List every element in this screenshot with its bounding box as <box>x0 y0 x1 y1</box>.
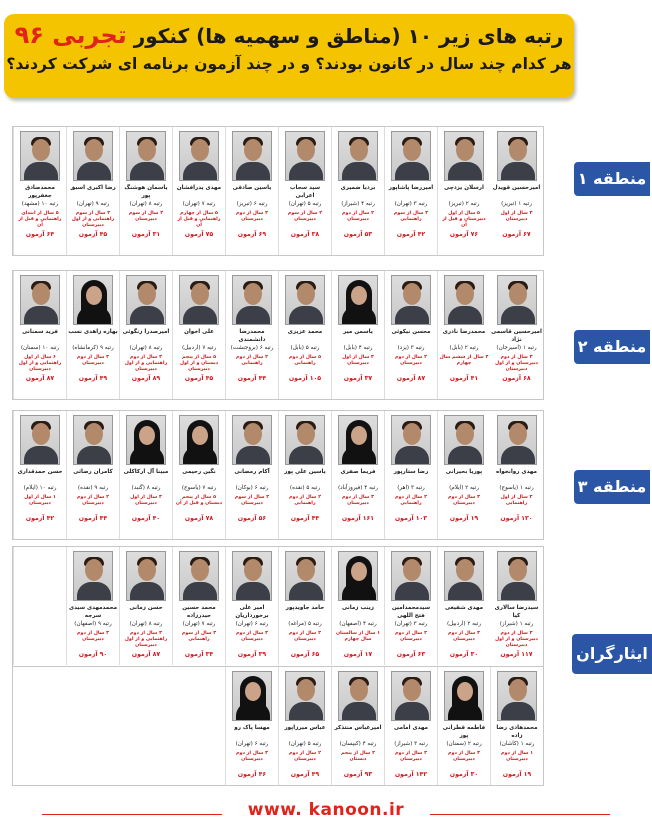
student-exams: ۱۶۱ آزمون <box>341 515 375 522</box>
student-note: ۵ سال از دوم راهنمایی <box>289 355 321 366</box>
student-photo <box>338 551 378 601</box>
student-name: امیرحسین قویدل <box>492 185 541 191</box>
student-rank: رتبه ۵ (تهران) <box>288 201 322 207</box>
student-note: ۵ سال از ابتدای راهنمایی و قبل از آن <box>18 211 62 228</box>
footer-url[interactable]: www. kanoon.ir <box>247 800 405 820</box>
student-exams: ۱۹ آزمون <box>449 515 479 522</box>
student-rank: رتبه ۳ (یزد) <box>397 345 425 351</box>
page-header <box>4 14 574 98</box>
student-photo <box>444 671 484 721</box>
student-name: محمدصادق جعفرپور <box>25 185 55 199</box>
student-name: مبینا آل ارکاکلی <box>123 469 169 475</box>
student-name: یاسمن میر <box>343 329 373 335</box>
student-note: ۵ سال از پنجم دبستان و قبل از آن <box>175 495 223 506</box>
student-exams: ۳۰ آزمون <box>449 771 479 778</box>
student-rank: رتبه ۱ (کاشان) <box>499 741 535 747</box>
student-note: ۳ سال از دوم دبیرستان <box>236 211 268 222</box>
student-note: ۳ سال از دوم دبیرستان و از اول دبیرستان <box>495 355 538 372</box>
student-name: محمدرضا دانشمندی <box>238 329 266 343</box>
student-exams: ۳۹ آزمون <box>237 651 267 658</box>
student-name: فاطمه قطرانی پور <box>442 725 486 739</box>
student-note: ۴ سال از دوم دبیرستان <box>395 631 427 642</box>
student-exams: ۴۰ آزمون <box>131 515 161 522</box>
student-exams: ۱۹ آزمون <box>502 771 532 778</box>
student-rank: رتبه ۹ (کرمانشاه) <box>72 345 114 351</box>
student-rank: رتبه ۱۰ (سمنان) <box>20 345 60 351</box>
student-card <box>119 127 172 255</box>
title-highlight: تجربی ۹۶ <box>14 21 127 49</box>
student-exams: ۳۱ آزمون <box>131 231 161 238</box>
student-rank: رتبه ۱ (تبریز) <box>501 201 532 207</box>
student-photo <box>179 275 219 325</box>
student-name: مهسا پاک رو <box>234 725 270 731</box>
student-card <box>66 127 119 255</box>
student-name: امیرصدرا زنگوئی <box>122 329 170 335</box>
student-name: مهدی امامی <box>393 725 429 731</box>
student-card <box>278 411 331 539</box>
student-photo <box>232 415 272 465</box>
student-name: حامد جاویدپور <box>285 605 325 611</box>
student-name: علی اخوان <box>184 329 214 335</box>
student-name: یاسین علی پور <box>284 469 326 475</box>
student-photo <box>232 275 272 325</box>
student-rank: رتبه ۴ (شیراز) <box>341 201 375 207</box>
student-card <box>384 411 437 539</box>
student-card <box>490 271 543 399</box>
student-rank: رتبه ۵ (مراغه) <box>288 621 322 627</box>
student-rank: رتبه ۳ (اهر) <box>397 485 425 491</box>
student-note: ۳ سال از دوم دبیرستان <box>236 751 268 762</box>
student-note: ۴ سال از دوم راهنمایی و از اول دبیرستان <box>124 355 168 372</box>
student-note: ۳ سال از اول دبیرستان <box>500 211 533 222</box>
student-card <box>13 547 66 665</box>
student-name: نگین رحیمی <box>182 469 216 475</box>
student-photo <box>497 671 537 721</box>
student-exams: ۴۴ آزمون <box>78 515 108 522</box>
student-note: ۳ سال از اول دبیرستان <box>130 495 162 506</box>
student-card <box>384 547 437 665</box>
student-photo <box>285 275 325 325</box>
student-photo <box>391 131 431 181</box>
student-rank: رتبه ۱ (یاسوج) <box>499 485 534 491</box>
student-name: امیرعباس منتذکر <box>334 725 382 731</box>
student-rank: رتبه ۷ (اردبیل) <box>181 345 217 351</box>
region-2-section <box>12 270 544 400</box>
student-card <box>490 667 543 785</box>
student-name: بردیا ضمیری <box>340 185 376 191</box>
region-1-section <box>12 126 544 256</box>
student-name: امیر علی برخورداریان <box>235 605 269 619</box>
student-exams: ۱۰۵ آزمون <box>288 375 322 382</box>
student-rank: رتبه ۷ (تهران) <box>182 201 216 207</box>
student-card <box>172 547 225 665</box>
student-exams: ۵۳ آزمون <box>343 231 373 238</box>
student-exams: ۴۲ آزمون <box>25 515 55 522</box>
student-photo <box>126 131 166 181</box>
student-note: ۴ سال از سوم دبیرستان <box>234 495 270 506</box>
region-tab-isargaran: ایثارگران <box>572 634 652 674</box>
student-name: سیدمحمدامین فتح اللهی <box>391 605 431 619</box>
student-name: محمد عزیزی <box>287 329 323 335</box>
student-photo <box>444 275 484 325</box>
student-note: ۲ سال از سوم دبیرستان <box>287 211 323 222</box>
student-note: ۱ سال از دوم دبیرستان <box>501 751 533 762</box>
student-note: ۲ سال از دوم دبیرستان <box>77 495 109 506</box>
student-name: رضا ستارپور <box>393 469 429 475</box>
student-note: ۴ سال از دوم راهنمایی و از اول دبیرستان <box>124 631 168 648</box>
student-exams: ۹۳ آزمون <box>343 771 373 778</box>
student-rank: رتبه ۵ (نقده) <box>289 485 321 491</box>
student-rank: رتبه ۱ (اسیرجان) <box>496 345 537 351</box>
student-photo <box>497 551 537 601</box>
student-card <box>331 667 384 785</box>
student-note: ۴ سال از دوم راهنمایی <box>395 495 427 506</box>
student-photo <box>285 415 325 465</box>
student-photo <box>126 415 166 465</box>
student-photo <box>179 415 219 465</box>
student-name: کامران رضائی <box>73 469 113 475</box>
student-exams: ۴۹ آزمون <box>290 771 320 778</box>
student-note: ۲ سال از سوم دبیرستان <box>128 211 164 222</box>
student-rank: رتبه ۹ (تهران) <box>76 201 110 207</box>
student-exams: ۶۴ آزمون <box>25 231 55 238</box>
student-photo <box>338 131 378 181</box>
student-photo <box>497 275 537 325</box>
student-rank: رتبه ۳ (تهران) <box>394 621 428 627</box>
student-note: ۳ سال از دوم دبیرستان <box>448 495 480 506</box>
student-rank: رتبه ۷ (تهران) <box>182 621 216 627</box>
student-exams: ۹۰ آزمون <box>78 651 108 658</box>
student-card <box>278 667 331 785</box>
student-rank: رتبه ۵ (تهران) <box>288 741 322 747</box>
student-exams: ۸۷ آزمون <box>131 651 161 658</box>
student-exams: ۴۴ آزمون <box>237 375 267 382</box>
student-photo <box>391 415 431 465</box>
student-note: ۴ سال از دوم دبیرستان <box>395 355 427 366</box>
student-card <box>119 271 172 399</box>
student-note: ۶ سال از اول راهنمایی و از اول دبیرستان <box>18 355 62 372</box>
region-tab-3: منطقه ۳ <box>574 470 650 504</box>
student-card <box>278 127 331 255</box>
student-photo <box>20 131 60 181</box>
student-card <box>278 547 331 665</box>
student-note: ۳ سال از دوم دبیرستان <box>448 631 480 642</box>
student-photo <box>338 671 378 721</box>
student-exams: ۴۹ آزمون <box>78 375 108 382</box>
student-name: آکام رمضانی <box>234 469 270 475</box>
student-note: ۵ سال از پنجم دبستان و از اول دبیرستان <box>179 355 219 372</box>
student-rank: رتبه ۹ (نقده) <box>77 485 109 491</box>
student-card <box>119 547 172 665</box>
student-exams: ۶۳ آزمون <box>396 651 426 658</box>
student-name: یاسمان هوشنگ پور <box>124 185 168 199</box>
student-rank: رتبه ۲ (تبریز) <box>448 201 480 207</box>
student-rank: رتبه ۸ (گنبد) <box>131 485 161 491</box>
student-card <box>490 411 543 539</box>
student-exams: ۱۷ آزمون <box>343 651 373 658</box>
student-photo <box>391 671 431 721</box>
student-note: ۳ سال از دوم دبیرستان <box>77 355 109 366</box>
student-exams: ۶۸ آزمون <box>502 375 531 382</box>
student-photo <box>179 551 219 601</box>
student-rank: رتبه ۳ (شیراز) <box>394 741 428 747</box>
student-name: یاسین صادقی <box>232 185 272 191</box>
student-rank: رتبه ۵ (بابل) <box>290 345 320 351</box>
student-photo <box>497 131 537 181</box>
student-card <box>66 271 119 399</box>
student-note: ۳ سال از دوم دبیرستان <box>342 495 374 506</box>
student-note: ۴ سال از دوم دبیرستان <box>395 751 427 762</box>
student-note: ۳ سال از سوم راهنمایی <box>393 211 429 222</box>
student-exams: ۱۴۲ آزمون <box>394 771 428 778</box>
student-exams: ۴۶ آزمون <box>237 771 267 778</box>
student-photo <box>338 415 378 465</box>
region-tab-1: منطقه ۱ <box>574 162 650 196</box>
title-text: رتبه های زیر ۱۰ (مناطق و سهمیه ها) کنکور <box>133 24 564 48</box>
student-note: ۳ سال از سوم راهنمایی و از اول دبیرستان <box>71 211 115 228</box>
student-card <box>172 411 225 539</box>
student-rank: رتبه ۴ (بابل) <box>343 345 373 351</box>
student-exams: ۵۶ آزمون <box>237 515 267 522</box>
student-exams: ۱۱۷ آزمون <box>500 651 533 658</box>
student-name: محسن نیکوئی <box>391 329 431 335</box>
region-tab-2: منطقه ۲ <box>574 330 650 364</box>
student-rank: رتبه ۶ (بروجنشت) <box>230 345 274 351</box>
student-card <box>172 127 225 255</box>
student-card <box>437 411 490 539</box>
student-exams: ۴۵ آزمون <box>78 231 108 238</box>
student-card <box>331 411 384 539</box>
student-note: ۴ سال از دوم دبیرستان <box>342 211 374 222</box>
student-exams: ۱۳۰ آزمون <box>500 515 533 522</box>
student-card <box>490 547 543 665</box>
student-card <box>225 547 278 665</box>
student-name: امیرحسین قاسمی نژاد <box>491 329 542 343</box>
student-photo <box>20 415 60 465</box>
student-card <box>278 271 331 399</box>
student-exams: ۸۷ آزمون <box>25 375 55 382</box>
isargaran-section <box>12 546 544 786</box>
student-name: محمد حسین حیدرزاده <box>182 605 216 619</box>
student-rank: رتبه ۱ (شیراز) <box>499 621 534 627</box>
student-rank: رتبه ۸ (تهران) <box>129 345 163 351</box>
student-exams: ۸۹ آزمون <box>131 375 161 382</box>
student-card <box>384 127 437 255</box>
student-rank: رتبه ۸ (تهران) <box>129 201 163 207</box>
student-name: امیررضا پاشاپور <box>388 185 434 191</box>
student-name: ارسلان یزدچی <box>444 185 484 191</box>
student-note: ۴ سال از ششم سال چهارم <box>439 355 489 366</box>
student-note: ۴ سال از دوم دبیرستان <box>289 631 321 642</box>
page-footer <box>0 792 652 838</box>
region-3-section <box>12 410 544 540</box>
student-exams: ۱۰۳ آزمون <box>394 515 428 522</box>
student-photo <box>232 671 272 721</box>
student-name: سید سحاب اعرابی <box>289 185 321 199</box>
student-rank: رتبه ۲ (بابل) <box>449 345 479 351</box>
student-photo <box>285 551 325 601</box>
student-note: ۱ سال از اول دبیرستان <box>24 495 56 506</box>
student-exams: ۳۴ آزمون <box>184 651 214 658</box>
student-card <box>225 127 278 255</box>
student-exams: ۷۸ آزمون <box>184 515 214 522</box>
student-rank: رتبه ۱۰ (مشهد) <box>21 201 59 207</box>
student-exams: ۴۱ آزمون <box>449 375 479 382</box>
student-exams: ۶۹ آزمون <box>237 231 267 238</box>
student-note: ۳ سال از اول دبیرستان <box>342 355 374 366</box>
student-photo <box>285 131 325 181</box>
student-name: رضا اکبری اسبق <box>70 185 116 191</box>
student-rank: رتبه ۸ (تهران) <box>129 621 163 627</box>
student-card <box>119 411 172 539</box>
student-note: ۳ سال از اول راهنمایی <box>500 495 533 506</box>
student-photo <box>126 551 166 601</box>
student-photo <box>73 131 113 181</box>
student-card <box>225 411 278 539</box>
student-note: ۴ سال از پنجم دبستان <box>340 751 375 762</box>
student-rank: رتبه ۲ (اردبیل) <box>446 621 482 627</box>
student-photo <box>444 551 484 601</box>
student-name: حسن زمانی <box>129 605 163 611</box>
student-card <box>66 547 119 665</box>
student-rank: رتبه ۲ (سمنان) <box>446 741 482 747</box>
student-rank: رتبه ۷ (یاسوج) <box>181 485 217 491</box>
student-card <box>13 271 66 399</box>
student-note: ۳ سال از دوم دبیرستان <box>448 751 480 762</box>
student-photo <box>497 415 537 465</box>
student-card <box>384 667 437 785</box>
student-name: زینب زمانی <box>341 605 375 611</box>
student-card <box>225 271 278 399</box>
student-rank: رتبه ۶ (تهران) <box>235 621 269 627</box>
student-exams: ۷۶ آزمون <box>449 231 479 238</box>
student-exams: ۶۷ آزمون <box>502 231 531 238</box>
student-photo <box>232 551 272 601</box>
student-exams: ۷۵ آزمون <box>184 231 214 238</box>
student-rank: رتبه ۱۰ (ایلام) <box>23 485 57 491</box>
student-card <box>331 547 384 665</box>
student-note: ۴ سال از دوم راهنمایی <box>236 355 268 366</box>
student-photo <box>73 415 113 465</box>
student-card <box>331 271 384 399</box>
student-card <box>13 127 66 255</box>
student-exams: ۴۴ آزمون <box>290 515 320 522</box>
student-exams: ۳۸ آزمون <box>290 231 320 238</box>
student-photo <box>20 275 60 325</box>
student-card <box>331 127 384 255</box>
student-name: محمدمهدی سیدی سرجه <box>68 605 118 619</box>
student-photo <box>232 131 272 181</box>
student-rank: رتبه ۲ (ایلام) <box>449 485 479 491</box>
student-rank: رتبه ۴ (اصفهان) <box>339 621 377 627</box>
student-name: محمدهادی رضا زاده <box>496 725 538 739</box>
student-name: مهدی شفیعی <box>444 605 484 611</box>
student-photo <box>73 275 113 325</box>
student-exams: ۴۵ آزمون <box>184 375 214 382</box>
student-card <box>490 127 543 255</box>
student-rank: رتبه ۴ (کبیسان) <box>339 741 377 747</box>
student-photo <box>391 275 431 325</box>
student-rank: رتبه ۶ (تبریز) <box>236 201 268 207</box>
student-card <box>172 271 225 399</box>
student-rank: رتبه ۹ (اصفهان) <box>74 621 112 627</box>
student-note: ۳ سال از دوم دبیرستان <box>77 631 109 642</box>
student-note: ۵ سال از اول دبیرستان و قبل از آن <box>442 211 486 228</box>
student-photo <box>338 275 378 325</box>
student-name: حسن حمدقداری <box>17 469 63 475</box>
student-note: ۵ سال از چهارم راهنمایی و قبل از آن <box>177 211 221 228</box>
student-card <box>437 127 490 255</box>
student-note: ۴ سال از سوم راهنمایی <box>181 631 217 642</box>
student-name: عباس میرزاپور <box>284 725 326 731</box>
student-exams: ۸۷ آزمون <box>396 375 426 382</box>
student-exams: ۴۲ آزمون <box>396 231 426 238</box>
student-exams: ۶۵ آزمون <box>290 651 320 658</box>
student-card <box>225 667 278 785</box>
student-photo <box>444 131 484 181</box>
student-name: مهدی یدرافشان <box>176 185 222 191</box>
student-exams: ۳۰ آزمون <box>449 651 479 658</box>
student-photo <box>391 551 431 601</box>
student-card <box>437 547 490 665</box>
student-card <box>384 271 437 399</box>
page-title <box>4 20 574 51</box>
student-note: ۲ سال از دوم دبیرستان <box>289 751 321 762</box>
student-note: ۱ سال از سالستان سال چهارم <box>335 631 381 642</box>
student-name: بهاره زاهدی نسب <box>68 329 118 335</box>
student-name: محمدرضا نادری <box>442 329 486 335</box>
student-rank: رتبه ۳ (تهران) <box>394 201 428 207</box>
student-photo <box>73 551 113 601</box>
student-card <box>437 271 490 399</box>
student-photo <box>126 275 166 325</box>
student-exams: ۳۷ آزمون <box>343 375 373 382</box>
page-subtitle: هر کدام چند سال در کانون بودند؟ و در چند آزمون برنامه ای شرکت کردند؟ <box>6 55 572 73</box>
student-card <box>13 411 66 539</box>
student-card <box>66 411 119 539</box>
student-name: سیدرضا سالاری کیا <box>494 605 539 619</box>
student-rank: رتبه ۴ (فیروزآباد) <box>337 485 379 491</box>
student-photo <box>285 671 325 721</box>
student-rank: رتبه ۶ (تهران) <box>235 741 269 747</box>
student-name: فریما صفری <box>340 469 376 475</box>
student-name: پوریا بحیرانی <box>445 469 483 475</box>
student-name: فرید سمنانی <box>22 329 58 335</box>
student-note: ۳ سال از دوم دبیرستان <box>236 631 268 642</box>
student-note: ۳ سال از دوم دبیرستان و از اول دبیرستان <box>495 631 538 648</box>
student-note: ۲ سال از دوم راهنمایی <box>289 495 321 506</box>
student-photo <box>179 131 219 181</box>
student-card <box>437 667 490 785</box>
student-name: مهدی روانخواه <box>496 469 537 475</box>
student-rank: رتبه ۶ (بوکان) <box>235 485 269 491</box>
student-photo <box>444 415 484 465</box>
